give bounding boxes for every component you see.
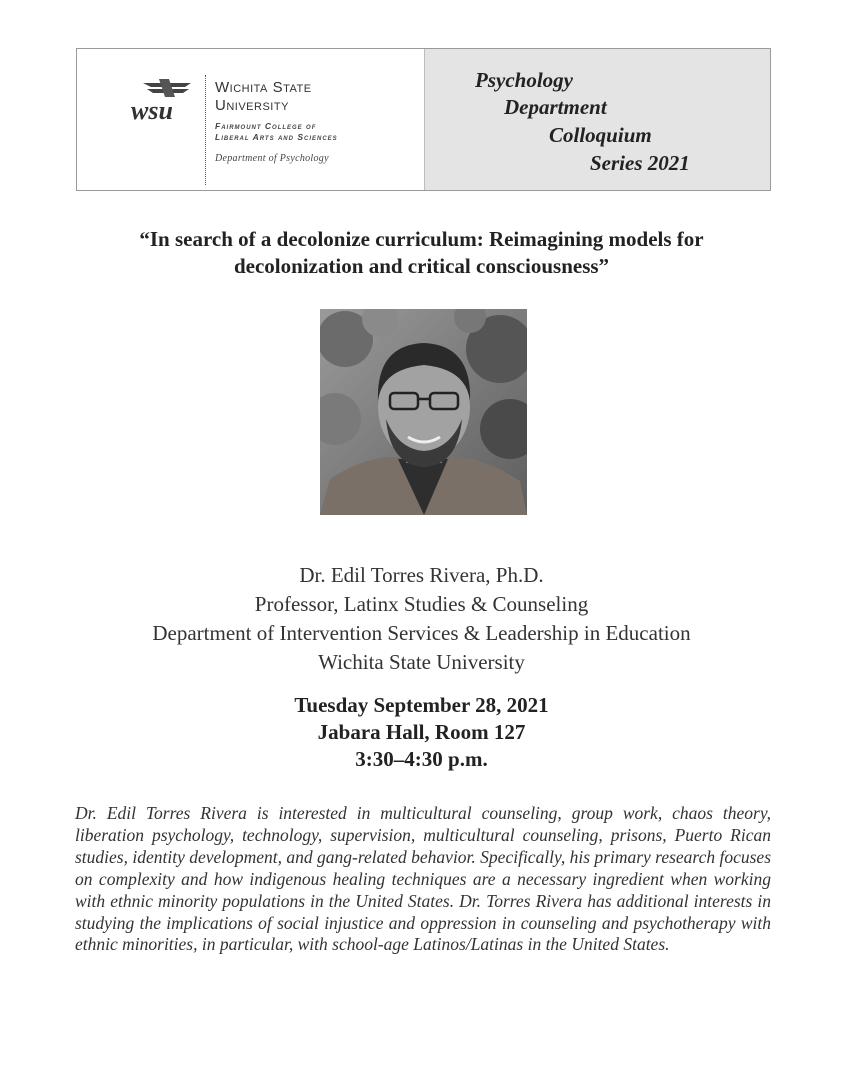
college-name-line1: Fairmount College of (215, 121, 317, 131)
speaker-name: Dr. Edil Torres Rivera, Ph.D. (299, 563, 544, 587)
talk-title (40, 226, 803, 280)
speaker-institution: Wichita State University (318, 650, 525, 674)
series-line-1: Psychology (475, 68, 573, 92)
university-name (215, 79, 312, 115)
event-date: Tuesday September 28, 2021 (294, 693, 549, 717)
series-line-3: Colloquium (549, 123, 652, 147)
university-name-line1: Wichita State (215, 79, 312, 96)
speaker-info (0, 561, 843, 677)
event-details (0, 692, 843, 773)
svg-text:wsu: wsu (131, 96, 173, 125)
header-box (76, 48, 771, 191)
speaker-bio: Dr. Edil Torres Rivera is interested in multicultural counseling, group work, chaos theory, liberation psychology, technology, supervision, multicultural counseling, prisons, Puerto Rican studies, identity development, and gang-related behavior. Specifically, his primary research focuses on complexity and how indigenous healing techniques are a necessary ingredient when working with ethnic minority populations in the United States. Dr. Torres Rivera has additional interests in studying the implications of social injustice and oppression in counseling and psychotherapy with ethnic minorities, in particular, with school-age Latinos/Latinas in the United States. (75, 803, 771, 955)
logo-divider (205, 75, 206, 185)
talk-title-line2: decolonization and critical consciousness” (233, 254, 610, 278)
speaker-department: Department of Intervention Services & Leadership in Education (152, 621, 691, 645)
talk-title-line1: “In search of a decolonize curriculum: Reimagining models for (139, 227, 704, 251)
speaker-photo (320, 309, 527, 515)
college-name (215, 121, 338, 143)
series-line-4: Series 2021 (590, 151, 690, 175)
event-location: Jabara Hall, Room 127 (317, 720, 526, 744)
speaker-portrait-icon (320, 309, 527, 515)
university-logo-panel (77, 49, 425, 190)
department-name: Department of Psychology (215, 153, 329, 164)
series-line-2: Department (504, 95, 607, 119)
university-name-line2: University (215, 97, 289, 114)
college-name-line2: Liberal Arts and Sciences (215, 132, 338, 142)
event-time: 3:30–4:30 p.m. (355, 747, 488, 771)
speaker-position: Professor, Latinx Studies & Counseling (254, 592, 589, 616)
wsu-logo-icon (129, 77, 195, 125)
colloquium-series-panel (425, 49, 770, 190)
